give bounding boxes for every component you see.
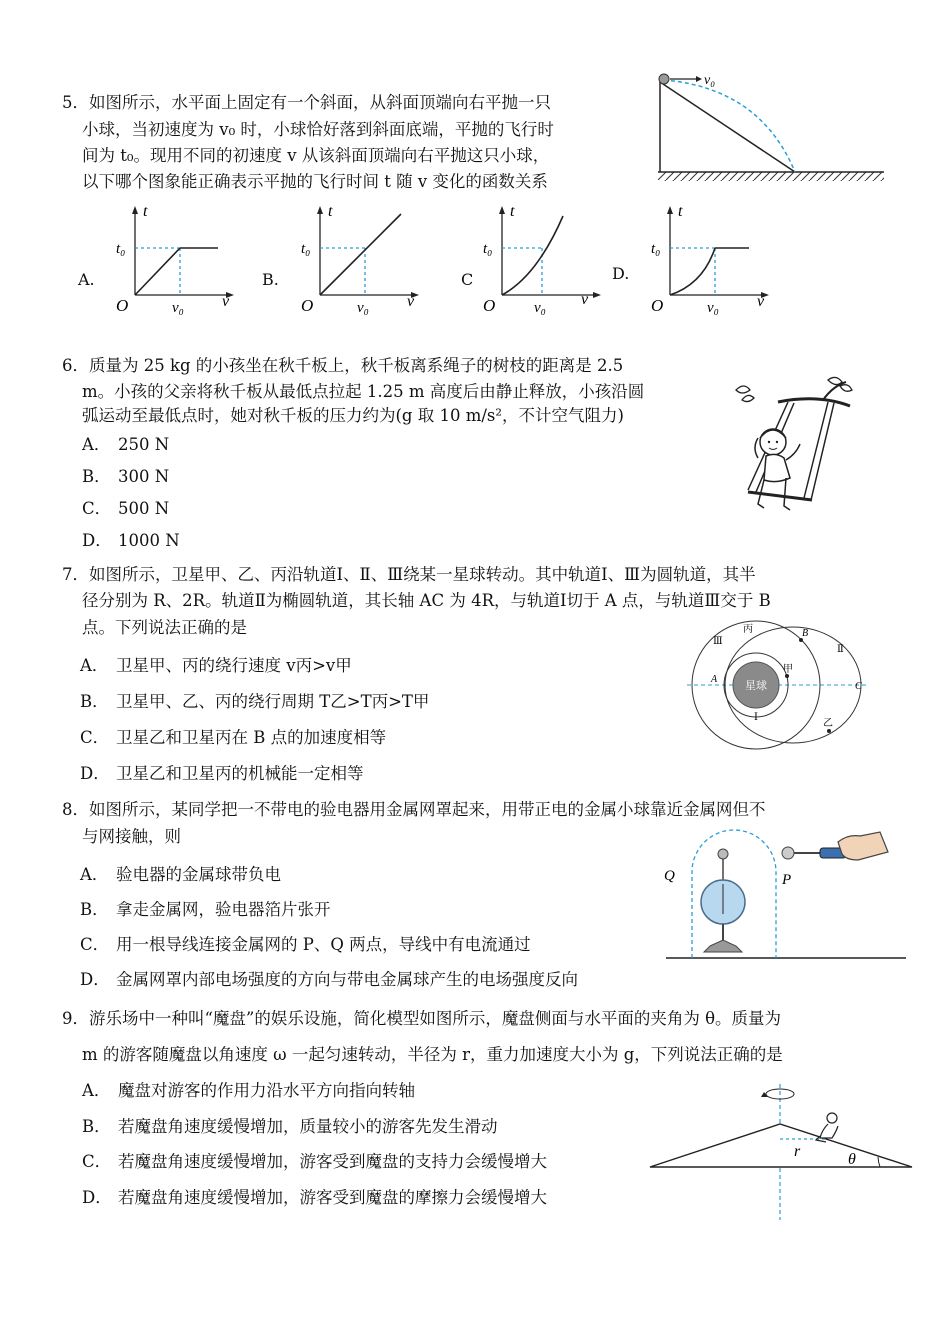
v0-tick-label: v₀ (172, 300, 184, 315)
sat-yi-label: 乙 (823, 718, 833, 729)
q9-option-d[interactable] (82, 1187, 547, 1209)
origin-label: O (116, 296, 129, 315)
q9-option-a[interactable] (82, 1080, 415, 1102)
label-q: Q (664, 868, 675, 884)
q7-line-1: 7．如图所示，卫星甲、乙、丙沿轨道Ⅰ、Ⅱ、Ⅲ绕某一星球转动。其中轨道Ⅰ、Ⅲ为圆轨道，其半 (62, 565, 756, 584)
origin-label: O (301, 296, 314, 315)
q6-line-3: 弧运动至最低点时，她对秋千板的压力约为(g 取 10 m/s²，不计空气阻力) (82, 406, 624, 425)
option-c-label: C (461, 270, 474, 289)
q6-line-2: m。小孩的父亲将秋千板从最低点拉起 1.25 m 高度后由静止释放，小孩沿圆 (82, 382, 645, 401)
t0-label: t₀ (483, 241, 493, 257)
q8-option-a[interactable] (80, 864, 281, 886)
v0-tick-label: v₀ (534, 300, 546, 315)
option-text: 卫星乙和卫星丙在 B 点的加速度相等 (116, 728, 387, 747)
sat-jia-label: 甲 (783, 664, 793, 675)
option-letter: D． (82, 1188, 112, 1207)
orbit-figure (683, 618, 873, 768)
option-letter: B． (82, 1117, 111, 1136)
option-letter: D． (82, 531, 112, 550)
graph-c (477, 200, 607, 315)
option-letter: C． (80, 935, 110, 954)
orbit-iii-label: Ⅲ (713, 636, 723, 647)
orbit-ii-label: Ⅱ (837, 644, 844, 655)
option-letter: C． (82, 499, 112, 518)
graph-d (645, 200, 775, 315)
option-text: 拿走金属网，验电器箔片张开 (116, 900, 331, 919)
q7-option-b[interactable] (80, 691, 429, 713)
q7-option-a[interactable] (80, 655, 352, 677)
q9-line-1: 9．游乐场中一种叫“魔盘”的娱乐设施，简化模型如图所示，魔盘侧面与水平面的夹角为 θ。质量为 (62, 1009, 782, 1028)
option-letter: A． (80, 865, 109, 884)
option-letter: D． (80, 764, 110, 783)
option-text: 用一根导线连接金属网的 P、Q 两点，导线中有电流通过 (116, 935, 531, 954)
point-c-label: C (855, 681, 862, 692)
q8-line-1: 8．如图所示，某同学把一不带电的验电器用金属网罩起来，用带正电的金属小球靠近金属网但不 (62, 800, 766, 819)
q9-option-b[interactable] (82, 1116, 498, 1138)
q6-option-d[interactable] (82, 530, 180, 552)
v0-tick-label: v₀ (707, 300, 719, 315)
v0-tick-label: v₀ (357, 300, 369, 315)
option-a-label: A. (78, 270, 95, 289)
point-a-label: A (711, 674, 718, 685)
label-r: r (794, 1143, 801, 1160)
q9-option-c[interactable] (82, 1151, 547, 1173)
option-letter: D． (80, 970, 110, 989)
axis-v-label: v (222, 293, 230, 310)
origin-label: O (651, 296, 664, 315)
q7-line-2: 径分别为 R、2R。轨道Ⅱ为椭圆轨道，其长轴 AC 为 4R，与轨道Ⅰ切于 A 点，与轨道Ⅲ交于 B (82, 591, 771, 610)
sat-bing-label: 丙 (743, 624, 753, 635)
q6-option-a[interactable] (82, 434, 169, 456)
option-text: 卫星乙和卫星丙的机械能一定相等 (116, 764, 364, 783)
option-text: 验电器的金属球带负电 (116, 865, 281, 884)
swing-illustration (728, 372, 853, 522)
label-theta: θ (848, 1151, 856, 1168)
option-letter: B． (82, 467, 111, 486)
v0-label: v₀ (704, 73, 716, 88)
option-b-label: B. (262, 270, 279, 289)
axis-t-label: t (143, 203, 148, 220)
option-d-label: D. (612, 264, 630, 283)
option-text: 魔盘对游客的作用力沿水平方向指向转轴 (118, 1081, 415, 1100)
option-letter: C． (82, 1152, 112, 1171)
option-text: 250 N (118, 435, 170, 454)
option-letter: A． (82, 435, 111, 454)
t0-label: t₀ (651, 241, 661, 257)
planet-label: 星球 (745, 680, 767, 692)
axis-v-label: v (757, 293, 765, 310)
axis-v-label: v (407, 293, 415, 310)
magic-disk-figure (642, 1078, 922, 1223)
q5-line-4: 以下哪个图象能正确表示平抛的飞行时间 t 随 v 变化的函数关系 (82, 172, 548, 191)
option-text: 卫星甲、乙、丙的绕行周期 T乙>T丙>T甲 (116, 692, 430, 711)
option-letter: A． (80, 656, 109, 675)
axis-t-label: t (328, 203, 333, 220)
orbit-i-label: Ⅰ (754, 712, 758, 723)
t0-label: t₀ (116, 241, 126, 257)
option-text: 卫星甲、丙的绕行速度 v丙>v甲 (116, 656, 352, 675)
option-text: 300 N (118, 467, 170, 486)
incline-figure (650, 68, 890, 188)
axis-t-label: t (510, 203, 515, 220)
q9-line-2: m 的游客随魔盘以角速度 ω 一起匀速转动，半径为 r，重力加速度大小为 g，下列说法正确的是 (82, 1045, 783, 1064)
option-text: 金属网罩内部电场强度的方向与带电金属球产生的电场强度反向 (116, 970, 578, 989)
option-letter: A． (82, 1081, 111, 1100)
option-letter: C． (80, 728, 110, 747)
q8-option-b[interactable] (80, 899, 331, 921)
q7-option-c[interactable] (80, 727, 386, 749)
option-text: 若魔盘角速度缓慢增加，游客受到魔盘的摩擦力会缓慢增大 (118, 1188, 547, 1207)
q8-option-d[interactable] (80, 969, 578, 991)
label-p: P (782, 872, 792, 888)
graph-b (295, 200, 425, 315)
q6-line-1: 6．质量为 25 kg 的小孩坐在秋千板上，秋千板离系绳子的树枝的距离是 2.5 (62, 356, 624, 375)
q7-option-d[interactable] (80, 763, 364, 785)
q5-line-3: 间为 t₀。现用不同的初速度 v 从该斜面顶端向右平抛这只小球， (82, 146, 550, 165)
origin-label: O (483, 296, 496, 315)
q8-line-2: 与网接触，则 (82, 827, 181, 846)
option-text: 1000 N (118, 531, 180, 550)
t0-label: t₀ (301, 241, 311, 257)
q6-option-b[interactable] (82, 466, 169, 488)
option-letter: B． (80, 692, 109, 711)
point-b-label: B (802, 628, 809, 639)
axis-t-label: t (678, 203, 683, 220)
axis-v-label: v (581, 291, 589, 308)
electroscope-figure (660, 822, 910, 962)
q7-line-3: 点。下列说法正确的是 (82, 618, 247, 637)
option-text: 若魔盘角速度缓慢增加，游客受到魔盘的支持力会缓慢增大 (118, 1152, 547, 1171)
option-text: 500 N (118, 499, 170, 518)
q5-line-2: 小球，当初速度为 v₀ 时，小球恰好落到斜面底端，平抛的飞行时 (82, 120, 554, 139)
q6-option-c[interactable] (82, 498, 169, 520)
q8-option-c[interactable] (80, 934, 531, 956)
option-text: 若魔盘角速度缓慢增加，质量较小的游客先发生滑动 (118, 1117, 498, 1136)
graph-a (110, 200, 240, 315)
option-letter: B． (80, 900, 109, 919)
q5-line-1: 5．如图所示，水平面上固定有一个斜面，从斜面顶端向右平抛一只 (62, 93, 551, 112)
